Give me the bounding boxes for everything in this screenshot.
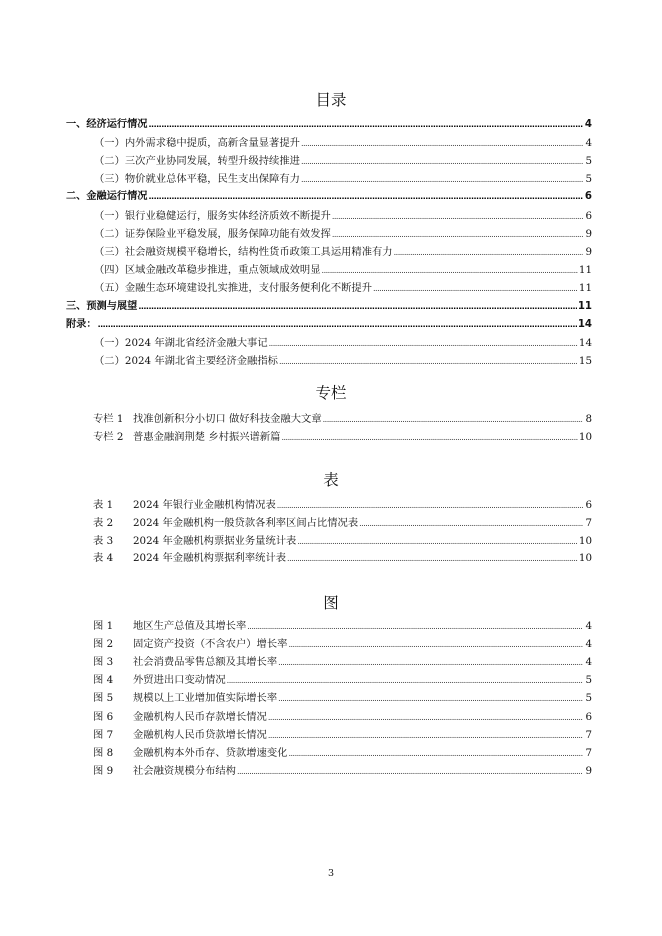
toc-entry[interactable] (94, 170, 592, 189)
toc-entry-page: 15 (578, 355, 592, 368)
toc-entry-page: 9 (585, 245, 592, 258)
dot-leader (332, 208, 583, 227)
toc-entry-label: 金融机构本外币存、贷款增速变化 (133, 746, 288, 759)
dot-leader (278, 690, 583, 709)
toc-entry[interactable] (94, 207, 592, 226)
toc-entry-number: 二、 (66, 191, 87, 203)
toc-entry-label: 2024 年银行业金融机构情况表 (133, 499, 276, 511)
toc-entry[interactable] (93, 708, 592, 727)
dot-leader (373, 280, 578, 299)
toc-entry-label: 银行业稳健运行，服务实体经济质效不断提升 (124, 209, 331, 222)
toc-entry-page: 9 (585, 227, 592, 240)
toc-entry-page: 5 (585, 173, 592, 186)
toc-entry-label: 2024 年金融机构一般贷款各利率区间占比情况表 (133, 516, 359, 529)
toc-entry[interactable] (93, 410, 592, 429)
toc-entry-number: 表 4 (93, 552, 114, 565)
toc-entry-number: 图 6 (93, 710, 114, 723)
toc-entry-label: 社会消费品零售总额及其增长率 (133, 656, 278, 669)
toc-entry[interactable] (93, 532, 592, 551)
toc-entry-label: 2024 年金融机构票据业务量统计表 (133, 534, 297, 547)
toc-entry-page: 8 (585, 413, 592, 425)
toc-entry-label: 社会融资规模分布结构 (133, 764, 236, 777)
toc-entry-page: 7 (585, 746, 592, 759)
toc-entry-label: 社会融资规模平稳增长，结构性货币政策工具运用精准有力 (124, 245, 393, 258)
toc-entry-label: 2024 年金融机构票据利率统计表 (133, 552, 287, 565)
dot-leader (237, 763, 583, 782)
toc-entry-page: 4 (585, 620, 592, 632)
toc-entry-number: 图 2 (93, 638, 114, 651)
dot-leader (247, 618, 583, 637)
toc-entry[interactable] (93, 514, 592, 533)
toc-entry-label: 金融机构人民币贷款增长情况 (133, 728, 267, 741)
toc-entry-number: 图 5 (93, 692, 114, 705)
toc-entry[interactable] (93, 635, 592, 654)
toc-entry-number: 表 1 (93, 499, 114, 511)
toc-entry[interactable] (94, 279, 592, 298)
dot-leader (297, 533, 578, 552)
toc-entry[interactable] (66, 316, 592, 335)
toc-entry-number: 图 3 (93, 656, 114, 669)
toc-entry-number: 专栏 1 (93, 413, 124, 425)
toc-entry-number: 图 7 (93, 728, 114, 741)
toc-entry-number: 表 3 (93, 534, 114, 547)
dot-leader (149, 188, 584, 207)
toc-entry-page: 10 (578, 534, 592, 547)
toc-entry-page: 10 (578, 430, 592, 443)
dot-leader (281, 429, 577, 448)
toc-entry-label: 区域金融改革稳步推进，重点领域成效明显 (124, 264, 321, 277)
dot-leader (227, 672, 583, 691)
toc-entry-label: 普惠金融润荆楚 乡村振兴谱新篇 (133, 430, 281, 443)
toc-entry-number: 三、 (66, 300, 87, 312)
dot-leader (149, 116, 584, 135)
toc-entry-page: 6 (585, 209, 592, 222)
toc-entry-label: 2024 年湖北省经济金融大事记 (124, 336, 268, 349)
toc-entry-number: （一） (94, 136, 125, 149)
toc-entry-page: 7 (585, 728, 592, 741)
toc-entry-label: 金融生态环境建设扎实推进，支付服务便利化不断提升 (124, 282, 373, 295)
dot-leader (288, 636, 583, 655)
toc-entry[interactable] (93, 549, 592, 568)
toc-entry-number: （一） (94, 209, 125, 222)
toc-entry[interactable] (93, 689, 592, 708)
toc-entry-page: 7 (585, 516, 592, 529)
dot-leader (279, 353, 578, 372)
toc-entry-number: 表 2 (93, 516, 114, 529)
dot-leader (394, 244, 583, 263)
toc-entry[interactable] (93, 428, 592, 447)
columns-title: 专栏 (315, 384, 347, 402)
toc-entry-number: （一） (94, 336, 125, 349)
toc-entry[interactable] (93, 726, 592, 745)
toc-entry-number: （二） (94, 227, 125, 240)
toc-entry-label: 物价就业总体平稳，民生支出保障有力 (124, 173, 300, 186)
toc-entry[interactable] (93, 744, 592, 763)
dot-leader (268, 709, 583, 728)
toc-entry-page: 11 (577, 300, 592, 312)
tables-title: 表 (323, 471, 339, 489)
toc-entry-number: （二） (94, 355, 125, 368)
toc-entry-page: 14 (577, 318, 592, 330)
dot-leader (269, 335, 578, 354)
contents-title: 目录 (315, 91, 347, 109)
figures-title: 图 (323, 594, 339, 612)
dot-leader (277, 497, 583, 516)
toc-entry-number: 图 8 (93, 746, 114, 759)
toc-entry-page: 6 (585, 499, 592, 511)
toc-entry-number: 图 4 (93, 674, 114, 687)
toc-entry-page: 5 (585, 674, 592, 687)
toc-entry-number: （四） (94, 264, 125, 277)
toc-entry[interactable] (93, 671, 592, 690)
toc-entry-label: 预测与展望 (86, 300, 138, 312)
toc-entry-label: 证券保险业平稳发展，服务保障功能有效发挥 (124, 227, 331, 240)
toc-entry[interactable] (66, 298, 592, 317)
toc-entry-label: 附录： (66, 318, 97, 330)
toc-entry-label: 2024 年湖北省主要经济金融指标 (124, 355, 278, 368)
toc-entry-page: 4 (585, 638, 592, 651)
toc-entry[interactable] (94, 134, 592, 153)
toc-entry[interactable] (94, 334, 592, 353)
toc-entry[interactable] (93, 617, 592, 636)
toc-entry-page: 11 (578, 264, 592, 277)
toc-entry-page: 5 (585, 692, 592, 705)
toc-entry-label: 金融机构人民币存款增长情况 (133, 710, 267, 723)
toc-entry[interactable] (93, 653, 592, 672)
toc-entry-label: 找准创新积分小切口 做好科技金融大文章 (133, 413, 322, 425)
toc-entry-label: 三次产业协同发展，转型升级持续推进 (124, 154, 300, 167)
toc-entry-page: 4 (585, 656, 592, 669)
toc-entry-label: 金融运行情况 (86, 191, 148, 203)
toc-entry[interactable] (94, 261, 592, 280)
toc-entry-page: 14 (578, 336, 592, 349)
toc-entry-number: （三） (94, 173, 125, 186)
toc-entry-label: 内外需求稳中提质，高新含量显著提升 (124, 136, 300, 149)
dot-leader (322, 262, 578, 281)
toc-entry-label: 地区生产总值及其增长率 (133, 620, 247, 632)
toc-entry-label: 经济运行情况 (86, 118, 148, 130)
toc-entry[interactable] (94, 243, 592, 262)
dot-leader (323, 411, 583, 430)
dot-leader (138, 298, 577, 317)
toc-entry-page: 6 (585, 710, 592, 723)
toc-entry-page: 4 (584, 118, 592, 130)
toc-entry-page: 9 (585, 764, 592, 777)
page-number: 3 (327, 868, 335, 879)
toc-entry[interactable] (94, 152, 592, 171)
toc-entry-label: 规模以上工业增加值实际增长率 (133, 692, 278, 705)
toc-entry-number: （二） (94, 154, 125, 167)
toc-entry-label: 固定资产投资（不含农户）增长率 (133, 638, 288, 651)
dot-leader (301, 135, 583, 154)
toc-entry-number: 一、 (66, 118, 87, 130)
dot-leader (359, 515, 583, 534)
dot-leader (98, 316, 577, 335)
dot-leader (278, 654, 583, 673)
dot-leader (288, 745, 583, 764)
toc-entry[interactable] (94, 225, 592, 244)
dot-leader (332, 226, 583, 245)
dot-leader (301, 171, 583, 190)
toc-entry-page: 11 (578, 282, 592, 295)
toc-entry-number: （三） (94, 245, 125, 258)
toc-entry-page: 10 (578, 552, 592, 565)
toc-entry-label: 外贸进出口变动情况 (133, 674, 226, 687)
toc-entry[interactable] (66, 188, 592, 207)
toc-entry-number: 专栏 2 (93, 430, 124, 443)
toc-entry[interactable] (93, 762, 592, 781)
toc-entry-page: 6 (584, 191, 592, 203)
toc-entry-number: 图 9 (93, 764, 114, 777)
toc-entry-page: 4 (585, 136, 592, 149)
toc-entry[interactable] (66, 116, 592, 135)
dot-leader (268, 727, 583, 746)
toc-entry[interactable] (93, 496, 592, 515)
dot-leader (287, 550, 578, 569)
dot-leader (301, 153, 583, 172)
toc-entry-number: （五） (94, 282, 125, 295)
toc-entry[interactable] (94, 352, 592, 371)
toc-entry-page: 5 (585, 154, 592, 167)
toc-entry-number: 图 1 (93, 620, 114, 632)
